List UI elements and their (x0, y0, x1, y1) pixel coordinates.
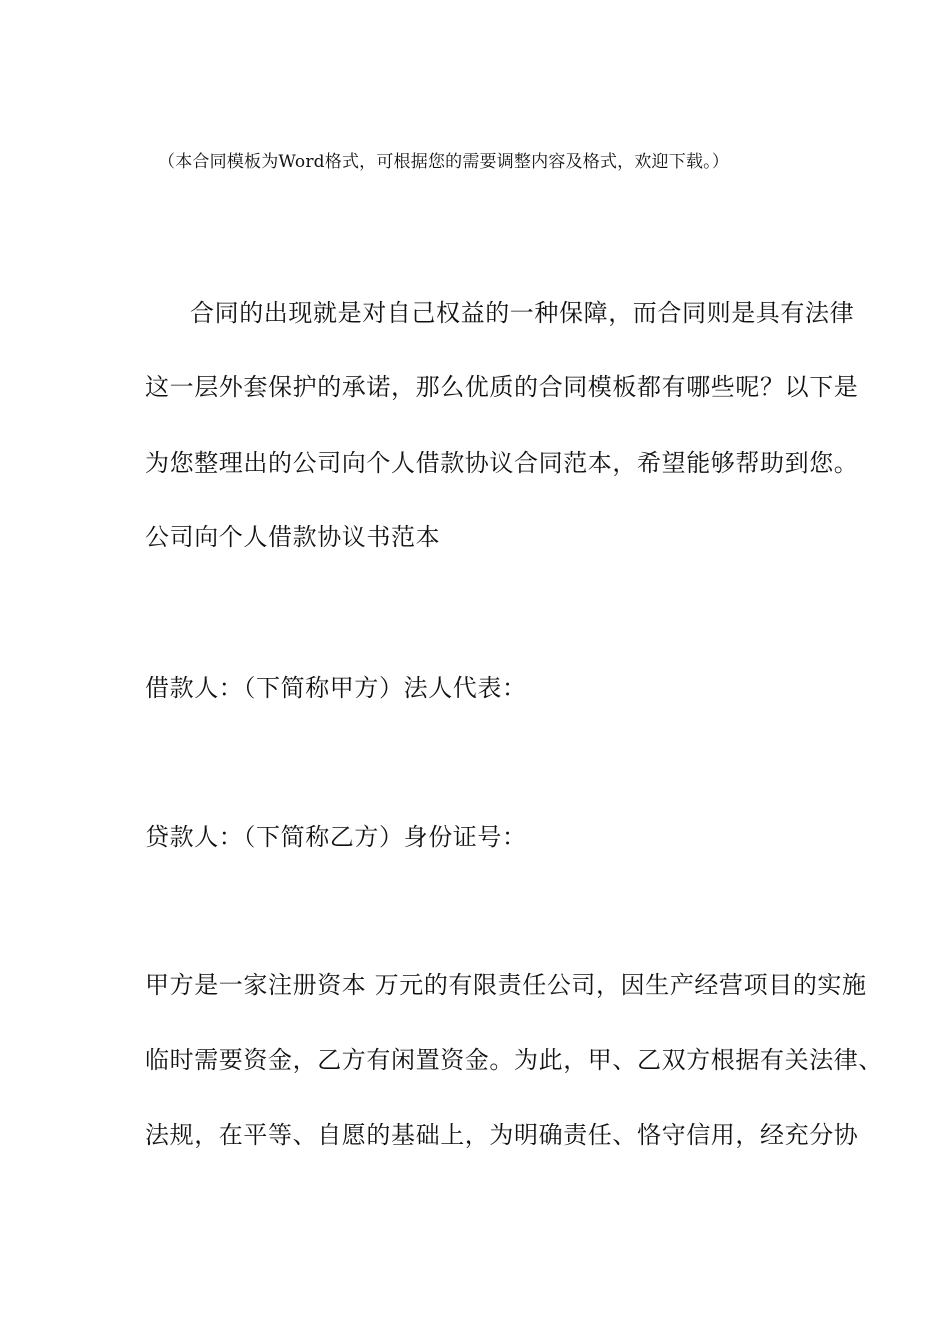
intro-line-3: 为您整理出的公司向个人借款协议合同范本，希望能够帮助到您。 (145, 449, 859, 477)
template-note: （本合同模板为Word格式，可根据您的需要调整内容及格式，欢迎下载。） (158, 152, 730, 172)
document-title: 公司向个人借款协议书范本 (145, 523, 441, 551)
intro-line-1: 合同的出现就是对自己权益的一种保障，而合同则是具有法律 (190, 299, 855, 327)
body-line-3: 法规，在平等、自愿的基础上，为明确责任、恪守信用，经充分协 (145, 1121, 859, 1149)
body-line-2: 临时需要资金，乙方有闲置资金。为此，甲、乙双方根据有关法律、 (145, 1046, 883, 1074)
body-line-1: 甲方是一家注册资本 万元的有限责任公司，因生产经营项目的实施 (145, 971, 867, 999)
borrower-line: 借款人：（下简称甲方）法人代表： (145, 674, 527, 702)
lender-line: 贷款人：（下简称乙方）身份证号： (145, 823, 527, 851)
intro-line-2: 这一层外套保护的承诺，那么优质的合同模板都有哪些呢？以下是 (145, 373, 859, 401)
